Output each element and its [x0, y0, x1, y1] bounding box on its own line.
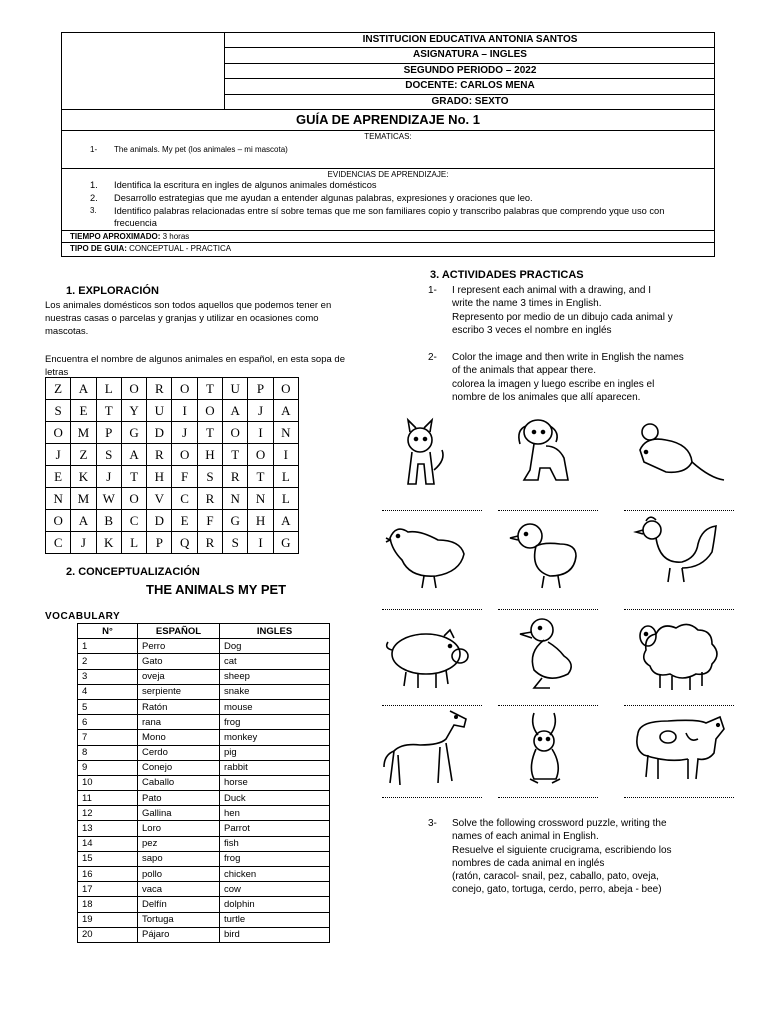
time-row	[62, 231, 714, 243]
wordsearch-cell: P	[147, 532, 172, 554]
wordsearch-cell: R	[197, 532, 222, 554]
vocab-number: 9	[78, 760, 138, 775]
wordsearch-cell: N	[248, 488, 273, 510]
wordsearch-cell: K	[96, 532, 121, 554]
wordsearch-cell: T	[248, 466, 273, 488]
vocab-english: cat	[220, 654, 330, 669]
activity-1-line: write the name 3 times in English.	[452, 298, 602, 309]
wordsearch-cell: M	[71, 488, 96, 510]
vocab-number: 1	[78, 639, 138, 654]
wordsearch-cell: D	[147, 510, 172, 532]
wordsearch-row	[46, 532, 299, 554]
wordsearch-row	[46, 488, 299, 510]
wordsearch-cell: L	[96, 378, 121, 400]
wordsearch-cell: I	[248, 422, 273, 444]
horse-icon	[380, 705, 480, 795]
table-row	[78, 821, 330, 836]
wordsearch-cell: T	[197, 378, 222, 400]
vocab-spanish: Gallina	[138, 806, 220, 821]
teacher: DOCENTE: CARLOS MENA	[225, 79, 715, 94]
wordsearch-row	[46, 400, 299, 422]
table-row	[78, 684, 330, 699]
vocab-english: mouse	[220, 699, 330, 714]
wordsearch-cell: T	[197, 422, 222, 444]
wordsearch-cell: Y	[121, 400, 146, 422]
table-row	[78, 639, 330, 654]
vocab-english: cow	[220, 882, 330, 897]
wordsearch-cell: U	[147, 400, 172, 422]
wordsearch-cell: O	[248, 444, 273, 466]
wordsearch-cell: V	[147, 488, 172, 510]
header-table	[61, 32, 715, 257]
time-value: 3 horas	[160, 232, 190, 241]
period: SEGUNDO PERIODO – 2022	[225, 64, 715, 79]
wordsearch-row	[46, 444, 299, 466]
vocab-number: 10	[78, 775, 138, 790]
vocab-spanish: Gato	[138, 654, 220, 669]
answer-line	[382, 797, 482, 798]
pig-icon	[380, 612, 480, 702]
table-row	[78, 867, 330, 882]
wordsearch-cell: Z	[71, 444, 96, 466]
wordsearch-cell: H	[147, 466, 172, 488]
tipo-label: TIPO DE GUIA:	[70, 244, 127, 253]
vocab-english: Duck	[220, 791, 330, 806]
vocab-number: 13	[78, 821, 138, 836]
vocab-english: frog	[220, 851, 330, 866]
wordsearch-cell: I	[273, 444, 298, 466]
wordsearch-cell: L	[273, 488, 298, 510]
col-header: INGLES	[220, 624, 330, 639]
wordsearch-row	[46, 466, 299, 488]
wordsearch-cell: A	[71, 510, 96, 532]
vocab-spanish: Mono	[138, 730, 220, 745]
wordsearch-instruction: Encuentra el nombre de algunos animales en español, en esta sopa de letras	[45, 354, 345, 378]
vocab-number: 18	[78, 897, 138, 912]
table-row	[78, 791, 330, 806]
vocabulary-table	[77, 623, 330, 943]
vocab-spanish: vaca	[138, 882, 220, 897]
vocab-english: monkey	[220, 730, 330, 745]
wordsearch-cell: M	[71, 422, 96, 444]
wordsearch-cell: N	[46, 488, 71, 510]
wordsearch-cell: N	[273, 422, 298, 444]
vocab-spanish: pez	[138, 836, 220, 851]
answer-line	[498, 609, 598, 610]
vocab-spanish: Tortuga	[138, 912, 220, 927]
col-header: N°	[78, 624, 138, 639]
wordsearch-cell: P	[248, 378, 273, 400]
wordsearch-cell: S	[96, 444, 121, 466]
wordsearch-cell: D	[147, 422, 172, 444]
wordsearch-cell: L	[121, 532, 146, 554]
cow-icon	[628, 703, 728, 793]
wordsearch-cell: J	[172, 422, 197, 444]
table-row	[78, 806, 330, 821]
wordsearch-cell: Z	[46, 378, 71, 400]
activity-2-line: nombre de los animales que allí aparecen.	[452, 392, 641, 403]
vocab-spanish: Delfín	[138, 897, 220, 912]
vocab-english: sheep	[220, 669, 330, 684]
activity-2-line: of the animals that appear there.	[452, 365, 596, 376]
wordsearch-cell: O	[121, 378, 146, 400]
vocab-spanish: Perro	[138, 639, 220, 654]
vocab-spanish: oveja	[138, 669, 220, 684]
vocab-number: 14	[78, 836, 138, 851]
vocab-number: 16	[78, 867, 138, 882]
wordsearch-cell: U	[223, 378, 248, 400]
wordsearch-row	[46, 422, 299, 444]
vocab-spanish: Cerdo	[138, 745, 220, 760]
wordsearch-cell: G	[223, 510, 248, 532]
tematicas-title: TEMATICAS:	[364, 132, 412, 141]
rabbit-icon	[500, 705, 600, 795]
vocab-number: 20	[78, 927, 138, 942]
evidencia-num: 3.	[90, 206, 97, 215]
wordsearch-cell: K	[71, 466, 96, 488]
wordsearch-cell: H	[248, 510, 273, 532]
activity-3-num: 3-	[428, 818, 437, 829]
vocab-number: 3	[78, 669, 138, 684]
activity-1-num: 1-	[428, 285, 437, 296]
vocab-number: 2	[78, 654, 138, 669]
wordsearch-cell: O	[172, 378, 197, 400]
vocab-english: chicken	[220, 867, 330, 882]
table-row	[78, 927, 330, 942]
vocab-number: 15	[78, 851, 138, 866]
vocab-english: frog	[220, 715, 330, 730]
wordsearch-cell: I	[248, 532, 273, 554]
activity-3-line: (ratón, caracol- snail, pez, caballo, pato, oveja,	[452, 871, 659, 882]
vocab-spanish: Caballo	[138, 775, 220, 790]
wordsearch-cell: A	[273, 400, 298, 422]
vocab-number: 17	[78, 882, 138, 897]
activity-1-line: I represent each animal with a drawing, and I	[452, 285, 651, 296]
evidencia-num: 2.	[90, 193, 98, 203]
wordsearch-cell: E	[71, 400, 96, 422]
wordsearch-cell: I	[172, 400, 197, 422]
wordsearch-cell: F	[172, 466, 197, 488]
wordsearch-row	[46, 378, 299, 400]
conceptualizacion-title: 2. CONCEPTUALIZACIÓN	[66, 566, 200, 578]
exploracion-title: 1. EXPLORACIÓN	[66, 285, 159, 297]
wordsearch-cell: S	[197, 466, 222, 488]
wordsearch-cell: A	[71, 378, 96, 400]
vocab-spanish: Conejo	[138, 760, 220, 775]
wordsearch-cell: E	[172, 510, 197, 532]
wordsearch-cell: H	[197, 444, 222, 466]
vocab-number: 6	[78, 715, 138, 730]
table-row	[78, 654, 330, 669]
vocab-english: snake	[220, 684, 330, 699]
wordsearch-cell: T	[223, 444, 248, 466]
wordsearch-cell: B	[96, 510, 121, 532]
cat-icon	[378, 410, 478, 500]
table-row	[78, 760, 330, 775]
table-row	[78, 836, 330, 851]
vocab-number: 11	[78, 791, 138, 806]
wordsearch-cell: P	[96, 422, 121, 444]
vocab-english: Dog	[220, 639, 330, 654]
vocab-spanish: sapo	[138, 851, 220, 866]
wordsearch-cell: J	[71, 532, 96, 554]
evidencia-text: Identifico palabras relacionadas entre sí sobre temas que me son familiares copio y transcribo palabras que comprendo yque uso con frecuencia	[114, 206, 665, 228]
tipo-value: CONCEPTUAL - PRACTICA	[126, 244, 232, 253]
vocab-english: dolphin	[220, 897, 330, 912]
vocab-number: 4	[78, 684, 138, 699]
wordsearch-cell: A	[223, 400, 248, 422]
wordsearch-cell: O	[121, 488, 146, 510]
tipo-row	[62, 243, 714, 256]
wordsearch-cell: T	[121, 466, 146, 488]
activity-1-line: Represento por medio de un dibujo cada animal y	[452, 312, 673, 323]
wordsearch-cell: W	[96, 488, 121, 510]
wordsearch-cell: G	[121, 422, 146, 444]
actividades-title: 3. ACTIVIDADES PRACTICAS	[430, 269, 584, 281]
answer-line	[624, 797, 734, 798]
table-row	[78, 912, 330, 927]
wordsearch-cell: O	[46, 422, 71, 444]
wordsearch-cell: O	[46, 510, 71, 532]
table-row	[78, 851, 330, 866]
exploracion-paragraph: Los animales domésticos son todos aquellos que podemos tener en nuestras casas o parcelas y granjas y utilizar en ocasiones como mascotas.	[45, 300, 332, 337]
table-row	[78, 715, 330, 730]
hen-icon	[380, 510, 480, 600]
table-row	[78, 745, 330, 760]
vocab-number: 5	[78, 699, 138, 714]
sheep-icon	[626, 610, 726, 700]
activity-3-line: nombres de cada animal en inglés	[452, 858, 605, 869]
wordsearch-cell: F	[197, 510, 222, 532]
vocab-spanish: Pato	[138, 791, 220, 806]
pets-title: THE ANIMALS MY PET	[146, 582, 287, 597]
school-name: INSTITUCION EDUCATIVA ANTONIA SANTOS	[225, 33, 715, 48]
table-row	[78, 669, 330, 684]
evidencia-text: Identifica la escritura en ingles de algunos animales domésticos	[114, 180, 377, 190]
dog-icon	[498, 410, 598, 500]
vocab-english: fish	[220, 836, 330, 851]
activity-3-line: conejo, gato, tortuga, cerdo, perro, abeja - bee)	[452, 884, 662, 895]
col-header: ESPAÑOL	[138, 624, 220, 639]
vocab-english: turtle	[220, 912, 330, 927]
wordsearch-cell: C	[172, 488, 197, 510]
evidencia-num: 1.	[90, 180, 98, 190]
vocab-number: 19	[78, 912, 138, 927]
wordsearch-cell: S	[46, 400, 71, 422]
wordsearch-cell: Q	[172, 532, 197, 554]
table-row	[78, 775, 330, 790]
time-label: TIEMPO APROXIMADO:	[70, 232, 161, 241]
chick-icon	[500, 510, 600, 600]
activity-2-line: colorea la imagen y luego escribe en ingles el	[452, 379, 655, 390]
guide-title: GUÍA DE APRENDIZAJE No. 1	[62, 110, 714, 131]
rooster-icon	[630, 508, 730, 598]
activity-3-line: Resuelve el siguiente crucigrama, escribiendo los	[452, 845, 672, 856]
wordsearch-cell: C	[46, 532, 71, 554]
activity-3-line: names of each animal in English.	[452, 831, 599, 842]
tematica-item	[90, 145, 288, 154]
activity-2-line: Color the image and then write in English the names	[452, 352, 684, 363]
wordsearch-cell: T	[96, 400, 121, 422]
tematica-text: The animals. My pet (los animales – mi mascota)	[114, 145, 288, 154]
table-row	[78, 699, 330, 714]
activity-2-num: 2-	[428, 352, 437, 363]
table-row	[78, 897, 330, 912]
evidencias-title: EVIDENCIAS DE APRENDIZAJE:	[327, 170, 449, 179]
tematicas-section	[62, 131, 714, 169]
vocab-english: hen	[220, 806, 330, 821]
wordsearch-cell: R	[197, 488, 222, 510]
wordsearch-cell: C	[121, 510, 146, 532]
vocab-spanish: Loro	[138, 821, 220, 836]
wordsearch-cell: R	[147, 444, 172, 466]
wordsearch-cell: R	[223, 466, 248, 488]
activity-1-line: escribo 3 veces el nombre en inglés	[452, 325, 612, 336]
wordsearch-cell: O	[273, 378, 298, 400]
logo-area	[62, 33, 225, 110]
duck-icon	[498, 612, 598, 702]
evidencia-text: Desarrollo estrategias que me ayudan a entender algunas palabras, expresiones y oraciones que leo.	[114, 193, 533, 203]
vocab-english: horse	[220, 775, 330, 790]
vocabulary-label: VOCABULARY	[45, 611, 121, 622]
vocab-number: 7	[78, 730, 138, 745]
vocab-spanish: rana	[138, 715, 220, 730]
wordsearch-cell: G	[273, 532, 298, 554]
grade: GRADO: SEXTO	[225, 95, 715, 110]
vocab-spanish: serpiente	[138, 684, 220, 699]
vocab-spanish: pollo	[138, 867, 220, 882]
word-search-grid	[45, 377, 299, 554]
vocab-number: 8	[78, 745, 138, 760]
table-row	[78, 730, 330, 745]
tematica-num: 1-	[90, 145, 98, 154]
vocab-english: rabbit	[220, 760, 330, 775]
answer-line	[498, 797, 598, 798]
wordsearch-cell: S	[223, 532, 248, 554]
table-row	[78, 882, 330, 897]
wordsearch-cell: J	[46, 444, 71, 466]
vocab-spanish: Ratón	[138, 699, 220, 714]
wordsearch-cell: R	[147, 378, 172, 400]
mouse-icon	[626, 410, 726, 500]
vocab-number: 12	[78, 806, 138, 821]
wordsearch-cell: E	[46, 466, 71, 488]
wordsearch-cell: O	[223, 422, 248, 444]
wordsearch-cell: O	[197, 400, 222, 422]
wordsearch-cell: A	[273, 510, 298, 532]
evidencias-section	[62, 169, 714, 231]
wordsearch-cell: A	[121, 444, 146, 466]
wordsearch-cell: L	[273, 466, 298, 488]
wordsearch-cell: N	[223, 488, 248, 510]
vocab-english: Parrot	[220, 821, 330, 836]
subject: ASIGNATURA – INGLES	[225, 48, 715, 63]
wordsearch-cell: O	[172, 444, 197, 466]
activity-3-line: Solve the following crossword puzzle, writing the	[452, 818, 667, 829]
wordsearch-row	[46, 510, 299, 532]
vocab-spanish: Pájaro	[138, 927, 220, 942]
wordsearch-cell: J	[96, 466, 121, 488]
answer-line	[382, 609, 482, 610]
wordsearch-cell: J	[248, 400, 273, 422]
vocab-english: bird	[220, 927, 330, 942]
vocab-english: pig	[220, 745, 330, 760]
